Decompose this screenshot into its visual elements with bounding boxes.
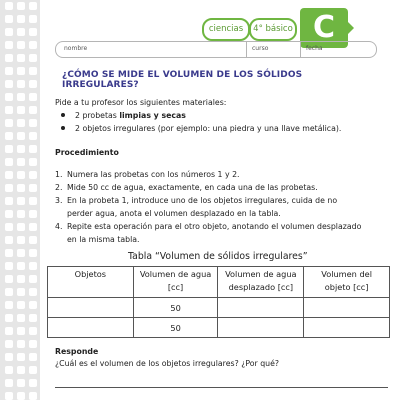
decorative-dot	[17, 93, 25, 101]
table-cell[interactable]	[218, 318, 304, 338]
decorative-dot	[29, 119, 37, 127]
step-text: Numera las probetas con los números 1 y 2.	[67, 170, 240, 179]
decorative-dot	[29, 2, 37, 10]
divider	[246, 42, 247, 57]
table-cell: 50	[133, 298, 218, 318]
decorative-dot	[5, 145, 13, 153]
decorative-dot	[5, 67, 13, 75]
table-cell[interactable]	[304, 318, 390, 338]
decorative-dot	[29, 262, 37, 270]
list-item-emphasis: limpias y secas	[119, 111, 186, 120]
date-label: fecha	[306, 45, 323, 52]
step-number: 2.	[55, 183, 63, 192]
level-badge: C	[300, 8, 348, 48]
decorative-dot	[5, 80, 13, 88]
decorative-dot	[5, 2, 13, 10]
decorative-dot	[5, 119, 13, 127]
table-cell[interactable]	[304, 298, 390, 318]
decorative-dot	[5, 184, 13, 192]
dot-column	[17, 2, 25, 400]
step-text: Repite esta operación para el otro objeto, anotando el volumen desplazado	[67, 222, 362, 231]
decorative-dot	[29, 249, 37, 257]
decorative-dot	[17, 197, 25, 205]
decorative-dot	[17, 54, 25, 62]
table-header-row	[48, 267, 390, 298]
decorative-dot	[29, 184, 37, 192]
decorative-dot	[5, 301, 13, 309]
decorative-dot	[17, 171, 25, 179]
decorative-dot	[5, 236, 13, 244]
step-text: perder agua, anota el volumen desplazado en la tabla.	[67, 209, 281, 218]
table-cell[interactable]	[218, 298, 304, 318]
decorative-dot	[5, 249, 13, 257]
list-item	[55, 109, 385, 122]
decorative-dot	[29, 171, 37, 179]
dot-column	[5, 2, 13, 400]
header-text: Volumen de agua	[139, 269, 212, 279]
header-text: objeto [cc]	[324, 282, 369, 292]
column-header-objects	[48, 267, 134, 298]
decorative-dot	[5, 15, 13, 23]
column-header-water-volume	[133, 267, 218, 298]
decorative-dot	[17, 28, 25, 36]
decorative-dot	[29, 301, 37, 309]
name-label: nombre	[64, 45, 88, 52]
decorative-dot	[5, 392, 13, 400]
page-title: ¿CÓMO SE MIDE EL VOLUMEN DE LOS SÓLIDOS IRREGULARES?	[62, 70, 303, 90]
decorative-dot	[29, 366, 37, 374]
procedure-steps	[55, 168, 390, 246]
decorative-dot	[29, 236, 37, 244]
decorative-dot	[17, 145, 25, 153]
decorative-dot	[29, 54, 37, 62]
decorative-dot	[5, 379, 13, 387]
decorative-dot	[17, 366, 25, 374]
table-title: Tabla “Volumen de sólidos irregulares”	[128, 251, 308, 262]
dot-column	[29, 2, 37, 400]
decorative-dot	[17, 353, 25, 361]
decorative-dot	[5, 41, 13, 49]
volume-table	[47, 266, 390, 338]
decorative-dot	[5, 210, 13, 218]
decorative-dot	[29, 340, 37, 348]
decorative-dot	[29, 379, 37, 387]
decorative-dot	[5, 158, 13, 166]
step-item	[55, 181, 390, 194]
decorative-dot	[29, 132, 37, 140]
decorative-dot	[29, 93, 37, 101]
decorative-dot	[5, 223, 13, 231]
step-text: en la misma tabla.	[67, 235, 140, 244]
decorative-dot	[29, 392, 37, 400]
decorative-dot	[17, 236, 25, 244]
decorative-dot	[17, 327, 25, 335]
step-text: Mide 50 cc de agua, exactamente, en cada una de las probetas.	[67, 183, 318, 192]
list-item-text: 2 probetas	[75, 111, 120, 120]
decorative-dot	[29, 327, 37, 335]
decorative-dot	[5, 275, 13, 283]
decorative-dot	[5, 93, 13, 101]
materials-section	[55, 96, 385, 135]
decorative-dot	[5, 288, 13, 296]
header-text: Volumen de agua	[225, 269, 297, 279]
materials-intro: Pide a tu profesor los siguientes materiales:	[55, 98, 227, 107]
decorative-dot	[17, 132, 25, 140]
header-text: desplazado [cc]	[228, 282, 294, 292]
answer-line[interactable]	[55, 387, 388, 388]
decorative-dot	[5, 327, 13, 335]
divider	[300, 42, 301, 57]
decorative-dot	[29, 314, 37, 322]
response-heading: Responde	[55, 347, 99, 356]
column-header-displaced-volume	[218, 267, 304, 298]
table-row	[48, 318, 390, 338]
step-number: 1.	[55, 170, 63, 179]
step-item	[55, 194, 390, 220]
decorative-dot	[17, 340, 25, 348]
procedure-heading: Procedimiento	[55, 148, 119, 157]
step-number: 3.	[55, 196, 63, 205]
grade-tag: 4° básico	[249, 18, 297, 41]
list-item	[55, 122, 385, 135]
step-number: 4.	[55, 222, 63, 231]
response-question: ¿Cuál es el volumen de los objetos irregulares? ¿Por qué?	[55, 359, 280, 368]
decorative-dot	[17, 275, 25, 283]
decorative-dot	[5, 106, 13, 114]
decorative-dot	[17, 15, 25, 23]
decorative-dot	[17, 158, 25, 166]
decorative-dot	[17, 223, 25, 231]
decorative-dot	[29, 275, 37, 283]
decorative-dot	[5, 132, 13, 140]
decorative-dot	[29, 197, 37, 205]
decorative-dot	[17, 2, 25, 10]
decorative-dot	[17, 41, 25, 49]
decorative-dot	[5, 54, 13, 62]
header-text: Volumen del	[321, 269, 372, 279]
decorative-dot	[17, 249, 25, 257]
table-cell[interactable]	[48, 318, 134, 338]
table-cell: 50	[133, 318, 218, 338]
table-row	[48, 298, 390, 318]
decorative-dot	[17, 288, 25, 296]
decorative-dot	[5, 171, 13, 179]
decorative-dot	[5, 340, 13, 348]
decorative-dot	[17, 67, 25, 75]
decorative-dot	[29, 223, 37, 231]
decorative-dot	[29, 15, 37, 23]
decorative-dot	[5, 262, 13, 270]
decorative-dot	[29, 41, 37, 49]
decorative-dot	[29, 145, 37, 153]
step-item	[55, 220, 390, 246]
header-text: Objetos	[74, 269, 107, 279]
subject-tag: ciencias	[202, 18, 250, 41]
decorative-dot	[17, 184, 25, 192]
decorative-dot	[17, 392, 25, 400]
decorative-dot	[29, 80, 37, 88]
table-cell[interactable]	[48, 298, 134, 318]
decorative-dot	[29, 158, 37, 166]
materials-list	[55, 109, 385, 135]
decorative-dot	[5, 314, 13, 322]
decorative-dot	[29, 106, 37, 114]
course-label: curso	[252, 45, 269, 52]
decorative-side-band	[0, 0, 40, 400]
decorative-dot	[17, 119, 25, 127]
header-text: [cc]	[167, 282, 184, 292]
decorative-dot	[29, 210, 37, 218]
decorative-dot	[17, 301, 25, 309]
decorative-dot	[17, 379, 25, 387]
step-item	[55, 168, 390, 181]
decorative-dot	[17, 80, 25, 88]
decorative-dot	[29, 67, 37, 75]
decorative-dot	[17, 106, 25, 114]
decorative-dot	[17, 314, 25, 322]
decorative-dot	[17, 262, 25, 270]
decorative-dot	[17, 210, 25, 218]
student-info-bar	[55, 41, 377, 58]
decorative-dot	[29, 288, 37, 296]
list-item-text: 2 objetos irregulares (por ejemplo: una piedra y una llave metálica).	[75, 124, 342, 133]
column-header-object-volume	[304, 267, 390, 298]
step-text: En la probeta 1, introduce uno de los objetos irregulares, cuida de no	[67, 196, 338, 205]
procedure-section	[55, 168, 390, 246]
decorative-dot	[5, 353, 13, 361]
decorative-dot	[29, 28, 37, 36]
decorative-dot	[29, 353, 37, 361]
decorative-dot	[5, 28, 13, 36]
decorative-dot	[5, 366, 13, 374]
decorative-dot	[5, 197, 13, 205]
